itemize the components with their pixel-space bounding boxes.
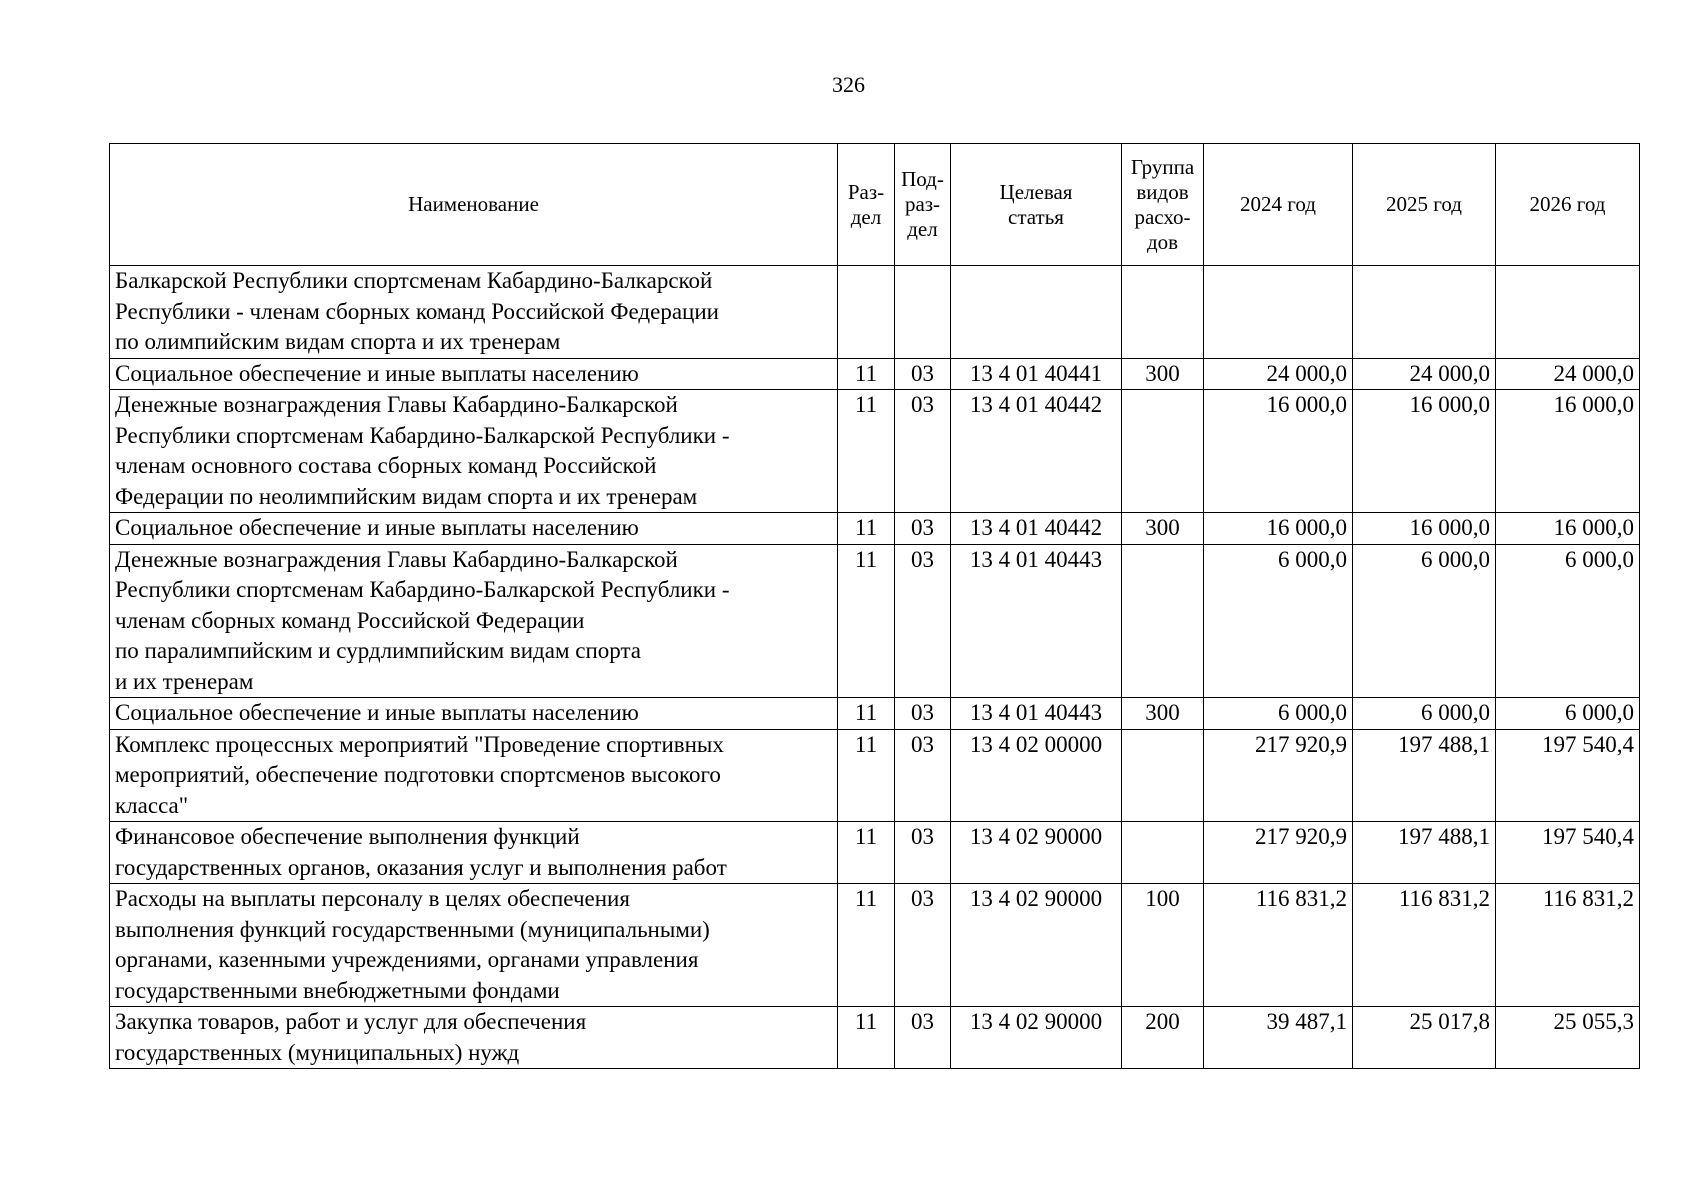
cell-year-2026: 25 055,3	[1496, 1007, 1640, 1069]
cell-target-article: 13 4 02 90000	[951, 822, 1122, 884]
table-row	[110, 884, 1640, 1007]
table-row	[110, 1007, 1640, 1069]
cell-target-article: 13 4 01 40442	[951, 513, 1122, 545]
cell-year-2025: 197 488,1	[1353, 822, 1496, 884]
header-year-2026: 2026 год	[1496, 144, 1640, 266]
cell-target-article: 13 4 01 40443	[951, 544, 1122, 698]
budget-table	[109, 143, 1640, 1069]
header-year-2024: 2024 год	[1204, 144, 1353, 266]
cell-year-2025: 25 017,8	[1353, 1007, 1496, 1069]
cell-target-article: 13 4 02 00000	[951, 729, 1122, 822]
cell-target-article: 13 4 02 90000	[951, 1007, 1122, 1069]
cell-expense-group: 300	[1122, 358, 1204, 390]
cell-razdel: 11	[838, 729, 895, 822]
cell-year-2024: 24 000,0	[1204, 358, 1353, 390]
cell-name: Социальное обеспечение и иные выплаты населению	[110, 698, 838, 730]
header-podrazdel: Под- раз- дел	[895, 144, 951, 266]
cell-name: Денежные вознаграждения Главы Кабардино-Балкарской Республики спортсменам Кабардино-Балкарской Республики - членам сборных команд Российской Федерации по паралимпийским и сурдлимпийским видам спорта и их тренерам	[110, 544, 838, 698]
cell-year-2025: 16 000,0	[1353, 390, 1496, 513]
cell-razdel: 11	[838, 513, 895, 545]
cell-target-article: 13 4 01 40443	[951, 698, 1122, 730]
table-row	[110, 729, 1640, 822]
cell-year-2025	[1353, 266, 1496, 359]
cell-name: Закупка товаров, работ и услуг для обеспечения государственных (муниципальных) нужд	[110, 1007, 838, 1069]
cell-target-article: 13 4 02 90000	[951, 884, 1122, 1007]
header-expense-group: Группа видов расхо- дов	[1122, 144, 1204, 266]
page-number: 326	[832, 72, 865, 97]
cell-year-2025: 116 831,2	[1353, 884, 1496, 1007]
header-target-article: Целевая статья	[951, 144, 1122, 266]
cell-podrazdel: 03	[895, 513, 951, 545]
cell-expense-group	[1122, 266, 1204, 359]
cell-expense-group	[1122, 544, 1204, 698]
cell-podrazdel: 03	[895, 544, 951, 698]
cell-name: Социальное обеспечение и иные выплаты населению	[110, 513, 838, 545]
cell-razdel: 11	[838, 698, 895, 730]
cell-razdel: 11	[838, 822, 895, 884]
table-body	[110, 266, 1640, 1069]
cell-expense-group: 300	[1122, 513, 1204, 545]
cell-expense-group: 100	[1122, 884, 1204, 1007]
cell-year-2025: 197 488,1	[1353, 729, 1496, 822]
cell-name: Социальное обеспечение и иные выплаты населению	[110, 358, 838, 390]
cell-year-2025: 16 000,0	[1353, 513, 1496, 545]
cell-target-article	[951, 266, 1122, 359]
cell-razdel	[838, 266, 895, 359]
cell-year-2024: 217 920,9	[1204, 729, 1353, 822]
cell-podrazdel: 03	[895, 822, 951, 884]
cell-podrazdel: 03	[895, 884, 951, 1007]
cell-name: Комплекс процессных мероприятий "Проведение спортивных мероприятий, обеспечение подготовки спортсменов высокого класса"	[110, 729, 838, 822]
header-razdel: Раз- дел	[838, 144, 895, 266]
cell-name: Расходы на выплаты персоналу в целях обеспечения выполнения функций государственными (муниципальными) органами, казенными учреждениями, органами управления государственными внебюджетными фондами	[110, 884, 838, 1007]
cell-year-2026: 16 000,0	[1496, 513, 1640, 545]
cell-year-2024: 217 920,9	[1204, 822, 1353, 884]
cell-year-2025: 6 000,0	[1353, 698, 1496, 730]
cell-podrazdel: 03	[895, 698, 951, 730]
cell-year-2026	[1496, 266, 1640, 359]
cell-year-2026: 197 540,4	[1496, 729, 1640, 822]
cell-year-2026: 6 000,0	[1496, 544, 1640, 698]
table-row	[110, 544, 1640, 698]
header-year-2025: 2025 год	[1353, 144, 1496, 266]
cell-year-2026: 197 540,4	[1496, 822, 1640, 884]
cell-expense-group	[1122, 390, 1204, 513]
cell-expense-group: 300	[1122, 698, 1204, 730]
cell-razdel: 11	[838, 884, 895, 1007]
cell-podrazdel: 03	[895, 358, 951, 390]
cell-year-2024: 6 000,0	[1204, 698, 1353, 730]
cell-podrazdel: 03	[895, 729, 951, 822]
cell-podrazdel: 03	[895, 1007, 951, 1069]
cell-razdel: 11	[838, 544, 895, 698]
cell-year-2026: 24 000,0	[1496, 358, 1640, 390]
cell-year-2025: 6 000,0	[1353, 544, 1496, 698]
table-row	[110, 822, 1640, 884]
header-name: Наименование	[110, 144, 838, 266]
cell-razdel: 11	[838, 390, 895, 513]
cell-name: Денежные вознаграждения Главы Кабардино-Балкарской Республики спортсменам Кабардино-Балкарской Республики - членам основного состава сборных команд Российской Федерации по неолимпийским видам спорта и их тренерам	[110, 390, 838, 513]
cell-podrazdel: 03	[895, 390, 951, 513]
cell-year-2024: 6 000,0	[1204, 544, 1353, 698]
cell-expense-group	[1122, 822, 1204, 884]
cell-name: Балкарской Республики спортсменам Кабардино-Балкарской Республики - членам сборных команд Российской Федерации по олимпийским видам спорта и их тренерам	[110, 266, 838, 359]
cell-name: Финансовое обеспечение выполнения функций государственных органов, оказания услуг и выполнения работ	[110, 822, 838, 884]
table-row	[110, 513, 1640, 545]
cell-expense-group: 200	[1122, 1007, 1204, 1069]
cell-year-2024: 39 487,1	[1204, 1007, 1353, 1069]
cell-year-2026: 6 000,0	[1496, 698, 1640, 730]
cell-razdel: 11	[838, 1007, 895, 1069]
cell-year-2025: 24 000,0	[1353, 358, 1496, 390]
table-row	[110, 266, 1640, 359]
cell-year-2026: 16 000,0	[1496, 390, 1640, 513]
table-header-row	[110, 144, 1640, 266]
cell-razdel: 11	[838, 358, 895, 390]
cell-target-article: 13 4 01 40441	[951, 358, 1122, 390]
cell-target-article: 13 4 01 40442	[951, 390, 1122, 513]
cell-year-2024: 116 831,2	[1204, 884, 1353, 1007]
cell-year-2026: 116 831,2	[1496, 884, 1640, 1007]
cell-year-2024: 16 000,0	[1204, 390, 1353, 513]
table-row	[110, 358, 1640, 390]
table-row	[110, 698, 1640, 730]
cell-year-2024: 16 000,0	[1204, 513, 1353, 545]
cell-podrazdel	[895, 266, 951, 359]
cell-year-2024	[1204, 266, 1353, 359]
cell-expense-group	[1122, 729, 1204, 822]
table-row	[110, 390, 1640, 513]
